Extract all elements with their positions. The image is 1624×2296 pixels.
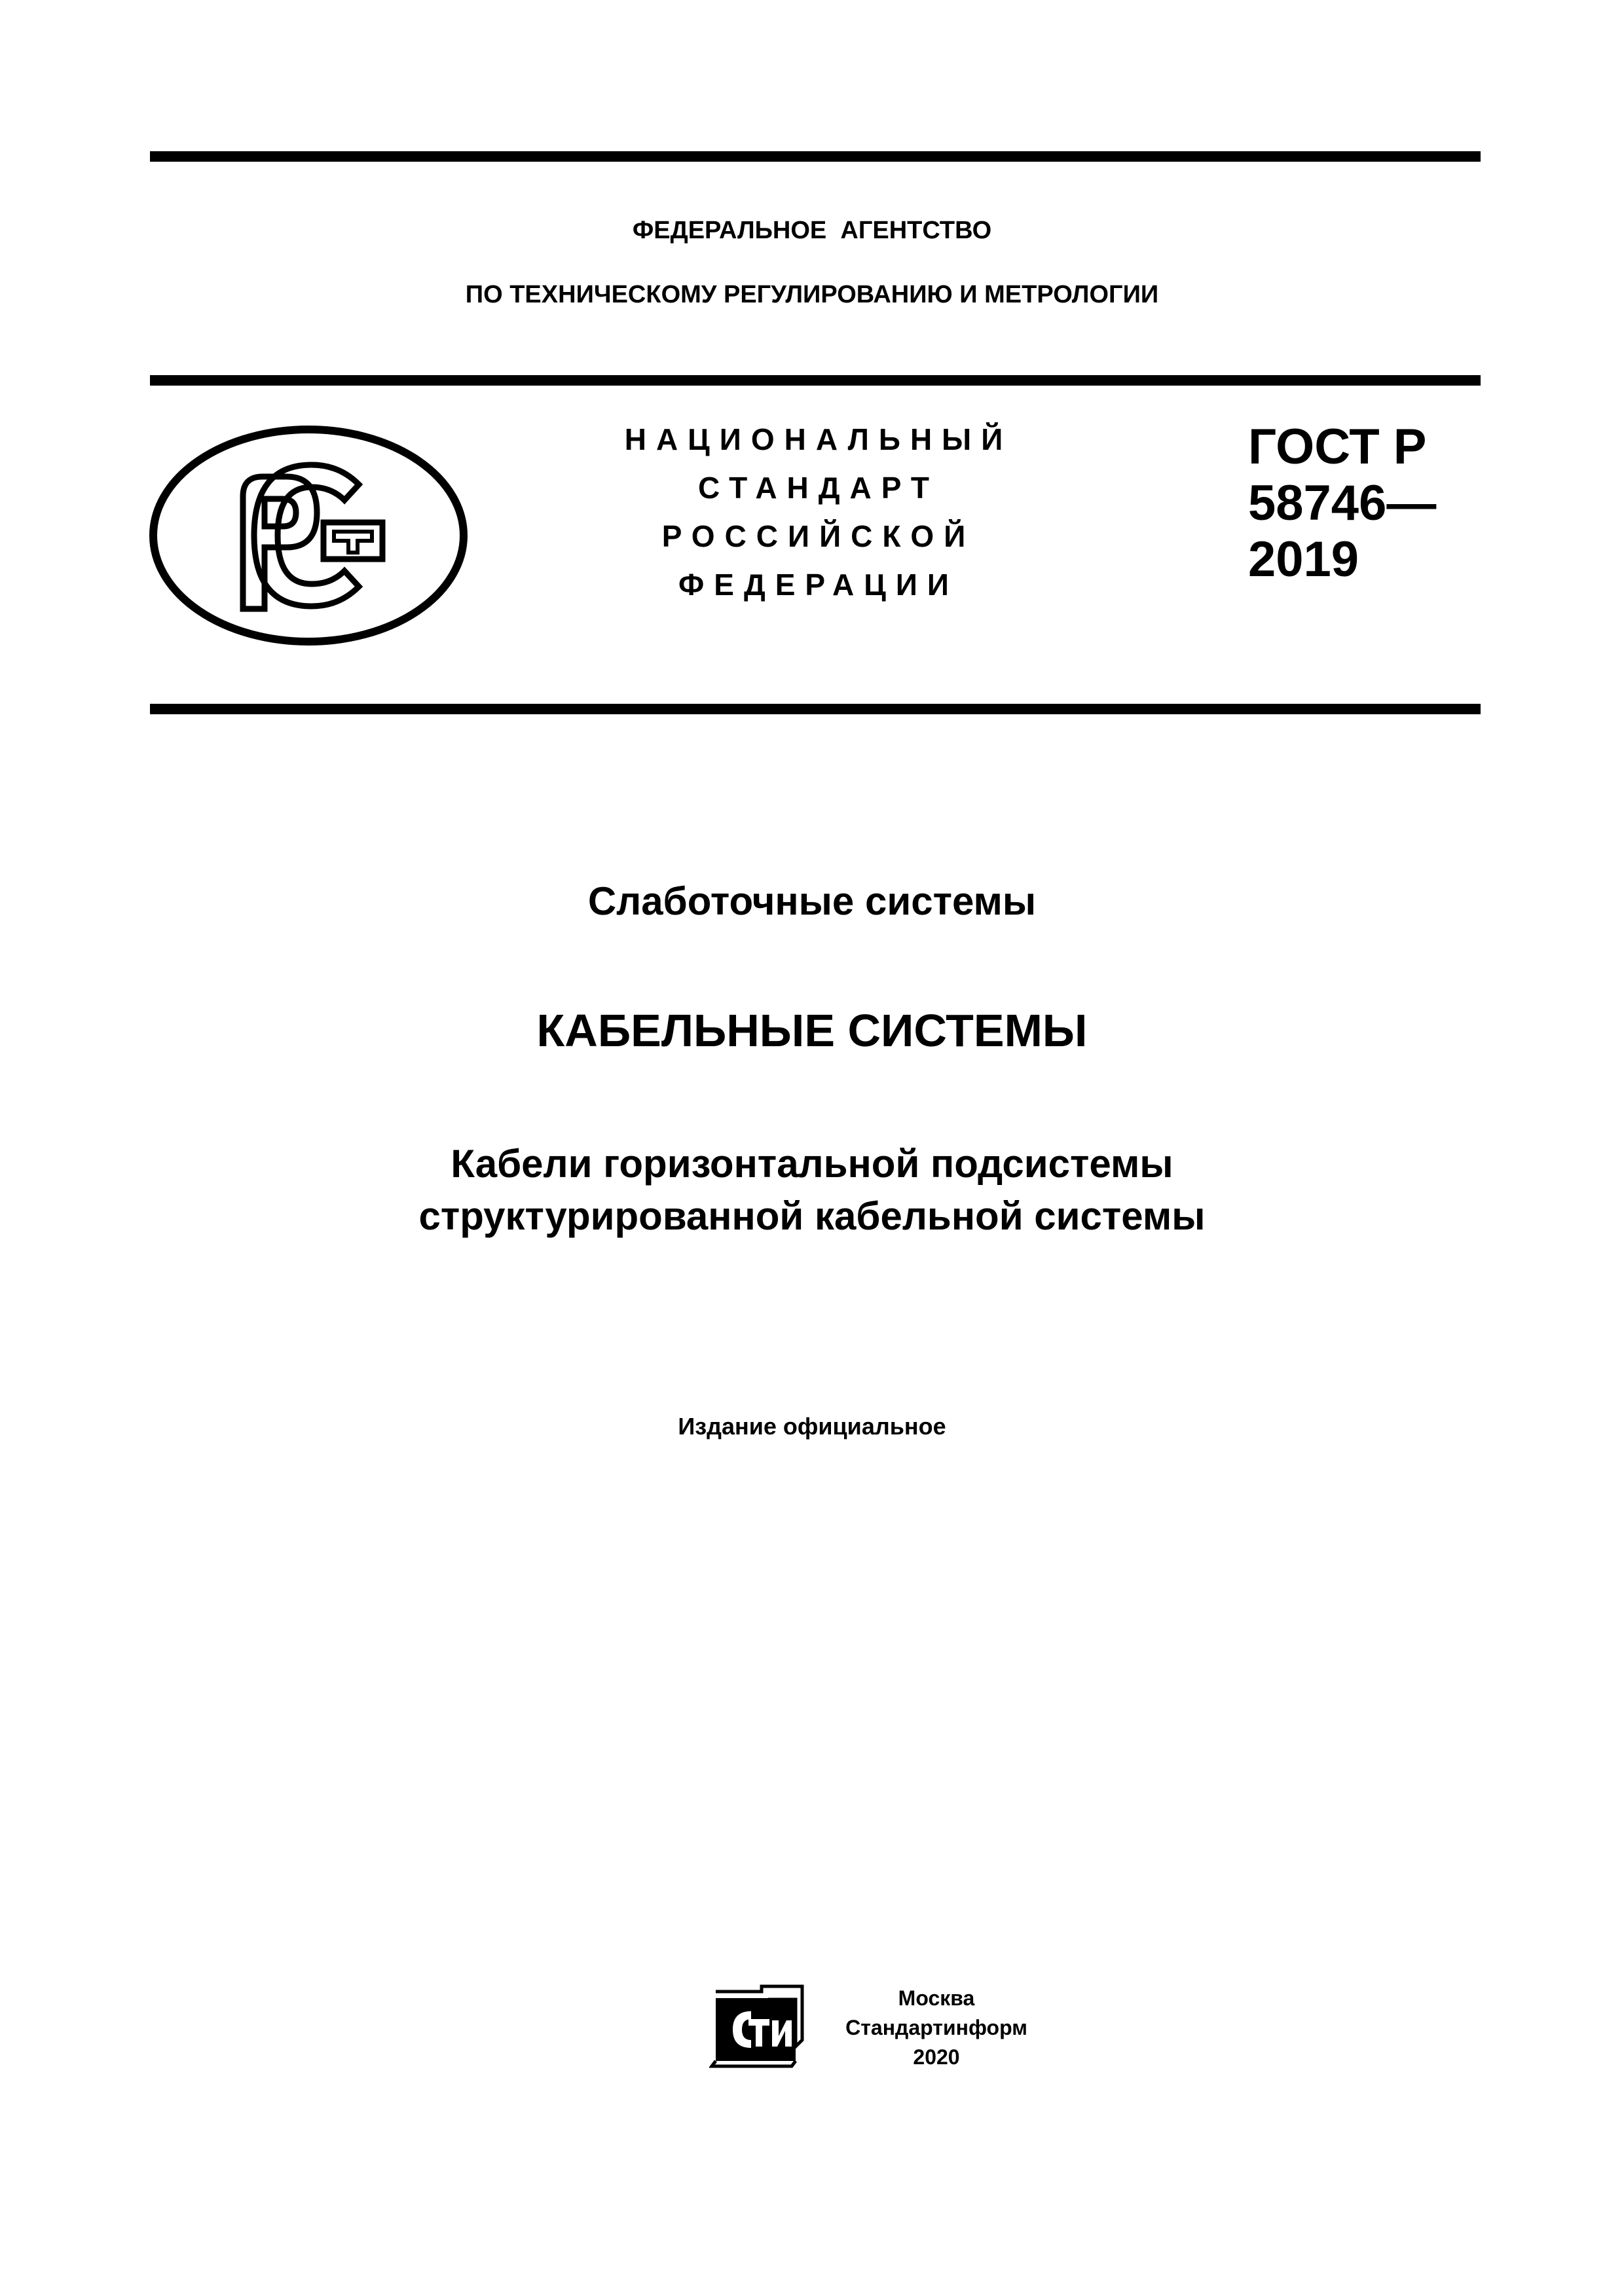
edition-label: Издание официальное (678, 1413, 946, 1440)
document-title: КАБЕЛЬНЫЕ СИСТЕМЫ (536, 1005, 1088, 1056)
gost-line-3: 2019 (1248, 532, 1359, 587)
publisher-city: Москва (898, 1986, 975, 2010)
document-description (0, 1138, 1624, 1243)
rst-seal-icon (148, 424, 469, 647)
gost-line-2: 58746— (1248, 475, 1437, 531)
national-line-3: РОССИЙСКОЙ (661, 519, 976, 553)
national-line-1: НАЦИОНАЛЬНЫЙ (624, 422, 1013, 456)
agency-name-line-2: ПО ТЕХНИЧЕСКОМУ РЕГУЛИРОВАНИЮ И МЕТРОЛОГИИ (465, 281, 1159, 308)
agency-name-line-1: ФЕДЕРАЛЬНОЕ АГЕНТСТВО (632, 217, 992, 244)
banner-bottom-rule (150, 704, 1481, 714)
publisher-imprint (825, 1984, 1048, 2072)
banner-top-rule (150, 375, 1481, 386)
description-line-1: Кабели горизонтальной подсистемы (451, 1142, 1173, 1186)
standartinform-logo-icon (709, 1984, 807, 2069)
description-line-2: структурированной кабельной системы (418, 1194, 1206, 1238)
gost-line-1: ГОСТ Р (1248, 419, 1427, 475)
publisher-year: 2020 (913, 2045, 960, 2069)
publisher-name: Стандартинформ (845, 2016, 1027, 2039)
national-line-4: ФЕДЕРАЦИИ (678, 568, 959, 602)
document-subtitle: Слаботочные системы (587, 879, 1037, 923)
national-standard-heading (576, 415, 1061, 609)
top-rule (150, 151, 1481, 162)
national-line-2: СТАНДАРТ (698, 471, 939, 505)
gost-designation (1248, 419, 1436, 588)
